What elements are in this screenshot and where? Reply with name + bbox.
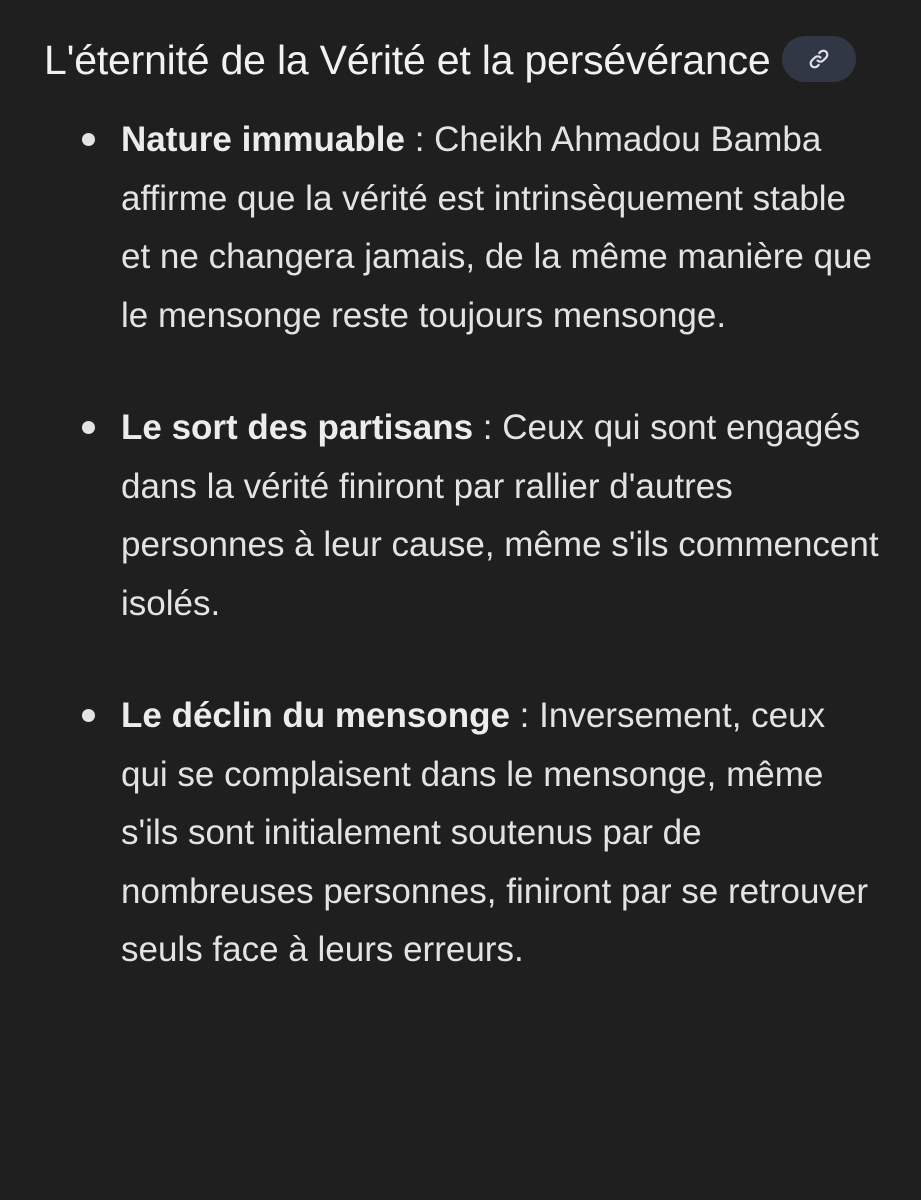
- point-text: Inversement, ceux qui se complaisent dans le mensonge, même s'ils sont initialement soutenus par de nombreuses personnes, finiront par se retrouver seuls face à leurs erreurs.: [121, 696, 869, 969]
- point-separator: :: [473, 408, 503, 447]
- section-heading: [44, 30, 881, 91]
- bullet-dot: [82, 133, 95, 146]
- point-title: Nature immuable: [121, 120, 405, 159]
- point-text: Ceux qui sont engagés dans la vérité finiront par rallier d'autres personnes à leur cause, même s'ils commencent isolés.: [121, 408, 879, 623]
- section-heading-text: L'éternité de la Vérité et la persévérance: [44, 37, 771, 83]
- point-separator: :: [509, 696, 540, 735]
- bullet-dot: [82, 709, 95, 722]
- list-item: [44, 399, 881, 633]
- list-item: [44, 111, 881, 345]
- point-separator: :: [404, 120, 435, 159]
- point-title: Le sort des partisans: [121, 408, 474, 447]
- bullet-list: [44, 111, 881, 980]
- copy-link-button[interactable]: [782, 36, 856, 82]
- bullet-dot: [82, 421, 95, 434]
- point-text: Cheikh Ahmadou Bamba affirme que la vérité est intrinsèquement stable et ne changera jamais, de la même manière que le mensonge reste toujours mensonge.: [121, 120, 872, 335]
- point-title: Le déclin du mensonge: [121, 696, 510, 735]
- list-item: [44, 687, 881, 980]
- link-icon: [807, 47, 831, 71]
